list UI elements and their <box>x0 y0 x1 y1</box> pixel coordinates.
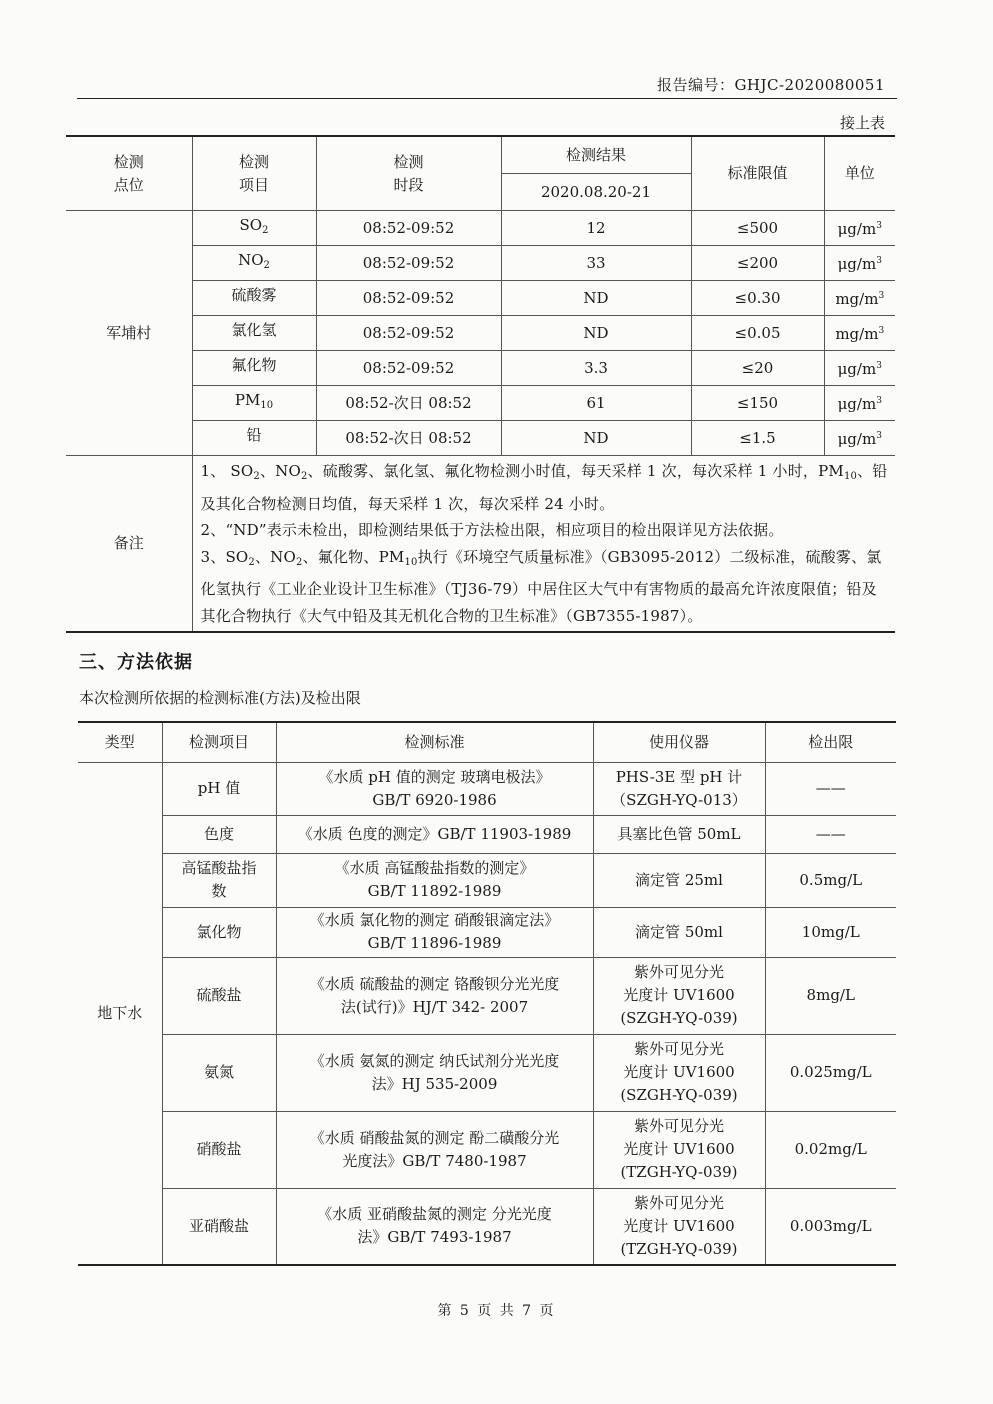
header-type: 类型 <box>78 722 162 762</box>
standard-cell: 《水质 氨氮的测定 纳氏试剂分光光度 法》HJ 535-2009 <box>276 1034 593 1111</box>
limit-cell: ≤150 <box>691 386 824 421</box>
header-result: 检测结果 <box>501 136 691 174</box>
table-row <box>78 815 896 853</box>
table-row <box>78 907 896 957</box>
instrument-cell: 紫外可见分光 光度计 UV1600 (SZGH-YQ-039) <box>593 957 765 1034</box>
period-cell: 08:52-09:52 <box>316 211 501 246</box>
header-detection-limit: 检出限 <box>765 722 896 762</box>
period-cell: 08:52-09:52 <box>316 316 501 351</box>
method-basis-table <box>78 721 896 1266</box>
item-cell: 氨氮 <box>162 1034 276 1111</box>
period-cell: 08:52-09:52 <box>316 281 501 316</box>
limit-cell: ≤500 <box>691 211 824 246</box>
instrument-cell: 紫外可见分光 光度计 UV1600 (SZGH-YQ-039) <box>593 1034 765 1111</box>
instrument-cell: 滴定管 25ml <box>593 853 765 907</box>
header-divider <box>77 98 897 99</box>
unit-cell: $\mu g/m^3$ <box>824 246 895 281</box>
instrument-cell: 滴定管 50ml <box>593 907 765 957</box>
result-cell: ND <box>501 281 691 316</box>
item-cell: 高锰酸盐指 数 <box>162 853 276 907</box>
report-number: 报告编号：GHJC-2020080051 <box>656 76 885 94</box>
item-cell: 铅 <box>192 421 316 456</box>
limit-cell: ≤200 <box>691 246 824 281</box>
item-cell: $PM_{10}$ <box>192 386 316 421</box>
period-cell: 08:52-次日 08:52 <box>316 421 501 456</box>
result-cell: ND <box>501 316 691 351</box>
result-cell: 12 <box>501 211 691 246</box>
table-header-row <box>78 722 896 762</box>
air-results-table <box>66 135 895 633</box>
instrument-cell: 紫外可见分光 光度计 UV1600 (TZGH-YQ-039) <box>593 1111 765 1188</box>
limit-cell: ≤0.05 <box>691 316 824 351</box>
item-cell: 亚硝酸盐 <box>162 1188 276 1265</box>
header-site: 检测 点位 <box>66 136 192 211</box>
type-cell: 地下水 <box>78 762 162 1265</box>
header-limit: 标准限值 <box>691 136 824 211</box>
detection-limit-cell: 0.5mg/L <box>765 853 896 907</box>
header-item: 检测项目 <box>162 722 276 762</box>
header-instrument: 使用仪器 <box>593 722 765 762</box>
unit-cell: $\mu g/m^3$ <box>824 421 895 456</box>
remarks-label: 备注 <box>66 456 192 633</box>
result-cell: 3.3 <box>501 351 691 386</box>
page-number: 第 5 页 共 7 页 <box>437 1303 556 1319</box>
section-title: 三、方法依据 <box>79 652 193 673</box>
result-cell: 61 <box>501 386 691 421</box>
table-row <box>78 1188 896 1265</box>
period-cell: 08:52-09:52 <box>316 246 501 281</box>
header-period: 检测 时段 <box>316 136 501 211</box>
result-cell: 33 <box>501 246 691 281</box>
standard-cell: 《水质 pH 值的测定 玻璃电极法》 GB/T 6920-1986 <box>276 762 593 815</box>
standard-cell: 《水质 高锰酸盐指数的测定》 GB/T 11892-1989 <box>276 853 593 907</box>
continued-note: 接上表 <box>839 114 885 132</box>
header-date: 2020.08.20-21 <box>501 174 691 211</box>
standard-cell: 《水质 氯化物的测定 硝酸银滴定法》 GB/T 11896-1989 <box>276 907 593 957</box>
remarks-text: 1、 $SO_2$、$NO_2$、硫酸雾、氯化氢、氟化物检测小时值，每天采样 1 次，每次采样 1 小时，$PM_{10}$、铅及其化合物检测日均值，每天采样 1 次，每次采样 24 小时。 2、“ND”表示未检出，即检测结果低于方法检出限，相应项目的检出限详见方法依据。 3、$SO_2$、$NO_2$、氟化物、$PM_{10}$执行《环境空气质量标准》（GB3095-2012）二级标准，硫酸雾、氯化氢执行《工业企业设计卫生标准》（TJ36-79）中居住区大气中有害物质的最高允许浓度限值；铅及其化合物执行《大气中铅及其无机化合物的卫生标准》（GB7355-1987）。 <box>192 456 895 633</box>
header-standard: 检测标准 <box>276 722 593 762</box>
detection-limit-cell: —— <box>765 762 896 815</box>
table-header-row <box>66 136 895 174</box>
item-cell: 氯化氢 <box>192 316 316 351</box>
unit-cell: $\mu g/m^3$ <box>824 351 895 386</box>
site-cell: 军埔村 <box>66 211 192 456</box>
table-row <box>78 853 896 907</box>
detection-limit-cell: 8mg/L <box>765 957 896 1034</box>
item-cell: 氟化物 <box>192 351 316 386</box>
item-cell: $NO_2$ <box>192 246 316 281</box>
table-row <box>78 1111 896 1188</box>
limit-cell: ≤0.30 <box>691 281 824 316</box>
section-description: 本次检测所依据的检测标准(方法)及检出限 <box>79 689 361 707</box>
table-row <box>78 762 896 815</box>
header-unit: 单位 <box>824 136 895 211</box>
detection-limit-cell: 0.025mg/L <box>765 1034 896 1111</box>
item-cell: 色度 <box>162 815 276 853</box>
unit-cell: $\mu g/m^3$ <box>824 386 895 421</box>
instrument-cell: 紫外可见分光 光度计 UV1600 (TZGH-YQ-039) <box>593 1188 765 1265</box>
instrument-cell: PHS-3E 型 pH 计 （SZGH-YQ-013） <box>593 762 765 815</box>
item-cell: 硝酸盐 <box>162 1111 276 1188</box>
table-row <box>78 1034 896 1111</box>
detection-limit-cell: —— <box>765 815 896 853</box>
item-cell: 硫酸雾 <box>192 281 316 316</box>
detection-limit-cell: 0.02mg/L <box>765 1111 896 1188</box>
limit-cell: ≤20 <box>691 351 824 386</box>
header-item: 检测 项目 <box>192 136 316 211</box>
unit-cell: $mg/m^3$ <box>824 281 895 316</box>
unit-cell: $\mu g/m^3$ <box>824 211 895 246</box>
result-cell: ND <box>501 421 691 456</box>
period-cell: 08:52-次日 08:52 <box>316 386 501 421</box>
detection-limit-cell: 10mg/L <box>765 907 896 957</box>
standard-cell: 《水质 硫酸盐的测定 铬酸钡分光光度 法(试行)》HJ/T 342- 2007 <box>276 957 593 1034</box>
table-row <box>78 957 896 1034</box>
item-cell: 氯化物 <box>162 907 276 957</box>
period-cell: 08:52-09:52 <box>316 351 501 386</box>
detection-limit-cell: 0.003mg/L <box>765 1188 896 1265</box>
unit-cell: $mg/m^3$ <box>824 316 895 351</box>
limit-cell: ≤1.5 <box>691 421 824 456</box>
item-cell: 硫酸盐 <box>162 957 276 1034</box>
table-row <box>66 211 895 246</box>
instrument-cell: 具塞比色管 50mL <box>593 815 765 853</box>
item-cell: $SO_2$ <box>192 211 316 246</box>
remarks-row <box>66 456 895 633</box>
standard-cell: 《水质 色度的测定》GB/T 11903-1989 <box>276 815 593 853</box>
standard-cell: 《水质 亚硝酸盐氮的测定 分光光度 法》GB/T 7493-1987 <box>276 1188 593 1265</box>
item-cell: pH 值 <box>162 762 276 815</box>
standard-cell: 《水质 硝酸盐氮的测定 酚二磺酸分光 光度法》GB/T 7480-1987 <box>276 1111 593 1188</box>
